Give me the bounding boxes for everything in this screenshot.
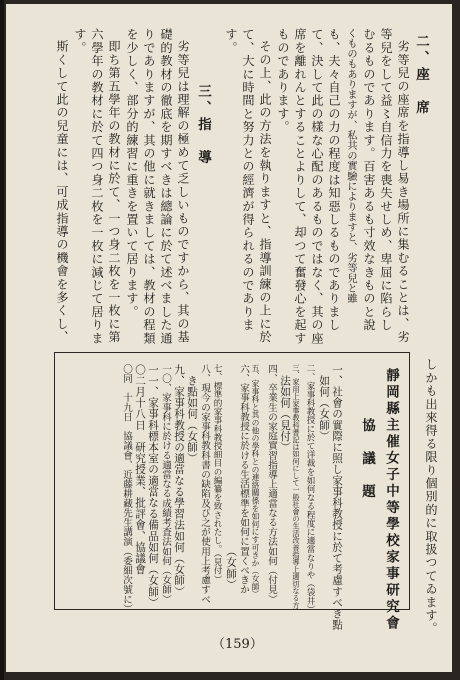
section-2-heading: 二、座 席	[413, 34, 429, 117]
box-item: 七、標準的家事科教授細目の編纂を致されたし。（見付）	[212, 364, 222, 584]
body-line: 斯くして此の兒童には、可成指導の機會を多くし、	[55, 40, 69, 344]
box-item: 五、家事科と其の他の學科との連絡關係を如何にす可きか（女師）	[251, 364, 260, 598]
body-line: ものであります。	[276, 28, 290, 134]
body-line: す。	[224, 28, 238, 55]
box-item: 六、家事科教授に於ける生活標準を如何に置くべきか	[238, 364, 249, 595]
box-title: 靜岡縣主催女子中等學校家事研究會	[383, 368, 399, 632]
box-subtitle: 協 議 題	[359, 418, 375, 501]
body-line: むるものであります。百害あるも寸效なきものと說	[362, 28, 376, 332]
box-item: 三、家用上家事教科書記は如何にして一般社會の生活改善指導上適切なる方	[292, 364, 301, 609]
body-line: その上、此の方法を執りますと、指導訓練の上に於	[258, 40, 272, 344]
body-line: 劣等兒は理解の極めて乏しいものですから、其の基	[176, 40, 190, 344]
box-item: 一一、家事科標本室の適當なる備品如何（女師）	[147, 364, 159, 609]
body-line: を少しく、部分的練習に重きを置いて居ります。	[125, 28, 139, 319]
section-3-heading: 三、指 導	[195, 84, 211, 167]
box-item: 一、社會の實際に照し家事科教授に於て考慮すべき點	[331, 364, 343, 631]
body-line: 席を離れんとすることよりして、却つて奮發心を起す	[293, 28, 307, 345]
box-item: き點如何（女師）	[186, 364, 198, 464]
page-number: （159）	[212, 637, 263, 652]
body-line: て、大に時間と努力との經濟が得られるのでありま	[241, 28, 255, 332]
body-line: りでありますが、其の他に就きましては、教材の程類	[142, 28, 156, 345]
body-line: て、決して此の樣な心配のあるものではなく、其の座	[310, 28, 324, 345]
box-item: 二、家事科教授に於て洋裁を如何なる程度に適當なりや（袋井）	[305, 364, 315, 614]
body-line: 即ち第五學年の教材に於て、一つ身二枚を一枚に第	[107, 40, 121, 344]
continuation-line: しかも出來得る限り個別的に取扱つてゐます。	[424, 358, 438, 636]
body-line: 劣等兒の座席を指導し易き場所に集むることは、劣	[396, 40, 410, 344]
box-item: 八、現今の家事科教科書の缺陷及び之が使用上考慮すべ	[199, 364, 210, 604]
box-item: 一〇、家事科に於ける適當なる成績考査法如何（女師）	[160, 364, 171, 604]
box-item: （女師）	[225, 540, 237, 591]
box-item: 如何（女師）	[318, 364, 330, 442]
box-item: 〇同 十九日 協議會、近藤耕藏先生講演（委細次號に）	[121, 364, 132, 614]
box-item: 法如何（見付）	[279, 364, 291, 453]
box-item: 四、卒業生の家庭實習指導上適當なる方法如何（付見）	[266, 364, 277, 604]
box-item: 〇二月十八日 研究授業、批評會、協議會	[134, 364, 146, 575]
body-line: くものもありますが、私共の實驗によりますと、劣等兒と雖	[345, 28, 356, 304]
body-line: 礎的教材の徹底を期すべきは總論に於て述べました通	[159, 28, 173, 345]
page-spine-shadow	[0, 0, 4, 680]
body-line: 六學年の教材に於て四つ身二枚を一枚に減じて居りま	[90, 28, 104, 345]
body-line: す。	[73, 28, 87, 55]
body-line: 等兒をして益〻自信力を喪失せしめ、卑屈に陷らし	[379, 28, 393, 332]
box-item: 九、家事科教授の適當なる學習法如何（女師）	[173, 364, 185, 598]
body-line: も、夫々自己の力の程度は知惡しるものでありまし	[327, 28, 341, 332]
